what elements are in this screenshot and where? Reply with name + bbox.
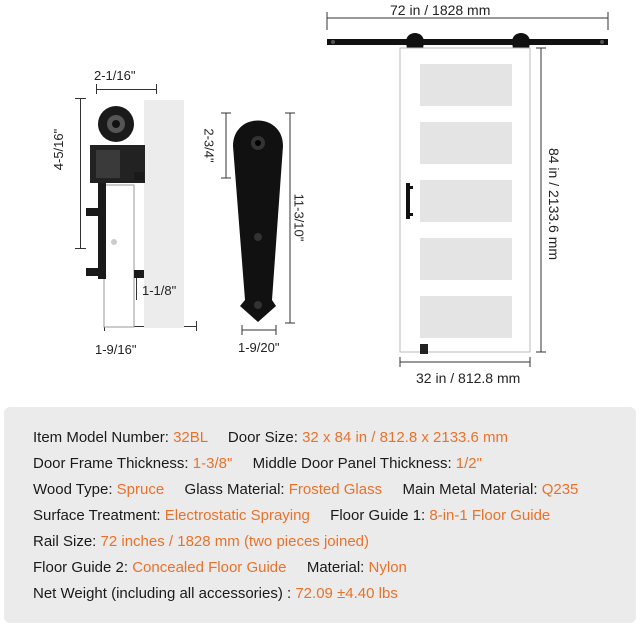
hanger-width-label: 2-1/16" xyxy=(94,68,136,83)
door-size-value: 32 x 84 in / 812.8 x 2133.6 mm xyxy=(302,429,509,446)
door-width-label: 32 in / 812.8 mm xyxy=(416,370,521,386)
floor-guide-1-label: Floor Guide 1: xyxy=(330,507,426,524)
frame-thickness-value: 1-3/8" xyxy=(192,455,233,472)
strap-wheel-height-label: 2-3/4" xyxy=(201,128,217,163)
rail-size-label: Rail Size: xyxy=(33,533,97,550)
panel-thickness-value: 1/2" xyxy=(455,455,482,472)
material-label: Material: xyxy=(306,559,365,576)
floor-guide-2-label: Floor Guide 2: xyxy=(33,559,129,576)
material-value: Nylon xyxy=(368,559,407,576)
door-height-label: 84 in / 2133.6 mm xyxy=(546,147,563,261)
model-value: 32BL xyxy=(173,429,208,446)
spec-row-thickness xyxy=(33,455,482,472)
hanger-bottom-width-label: 1-9/16" xyxy=(95,342,137,357)
spec-row-weight xyxy=(33,585,398,602)
net-weight-value: 72.09 ±4.40 lbs xyxy=(295,585,398,602)
hanger-height-label: 4-5/16" xyxy=(51,128,67,171)
frame-thickness-label: Door Frame Thickness: xyxy=(33,455,189,472)
floor-guide-2-value: Concealed Floor Guide xyxy=(132,559,287,576)
wood-type-label: Wood Type: xyxy=(33,481,113,498)
surface-treatment-value: Electrostatic Spraying xyxy=(164,507,310,524)
glass-material-label: Glass Material: xyxy=(184,481,285,498)
spec-row-floor-guide-2 xyxy=(33,559,407,576)
metal-material-value: Q235 xyxy=(541,481,579,498)
rail-size-value: 72 inches / 1828 mm (two pieces joined) xyxy=(100,533,370,550)
spec-row-materials xyxy=(33,481,578,498)
floor-guide-1-value: 8-in-1 Floor Guide xyxy=(429,507,551,524)
hanger-plate-offset-label: 1-1/8" xyxy=(142,283,177,298)
spec-row-model xyxy=(33,429,508,446)
panel-thickness-label: Middle Door Panel Thickness: xyxy=(252,455,452,472)
glass-material-value: Frosted Glass xyxy=(288,481,383,498)
net-weight-label: Net Weight (including all accessories) : xyxy=(33,585,292,602)
spec-row-surface xyxy=(33,507,550,524)
spec-row-rail xyxy=(33,533,369,550)
strap-bottom-width-label: 1-9/20" xyxy=(238,340,280,355)
surface-treatment-label: Surface Treatment: xyxy=(33,507,161,524)
strap-height-label: 11-3/10" xyxy=(291,193,307,242)
metal-material-label: Main Metal Material: xyxy=(402,481,538,498)
model-label: Item Model Number: xyxy=(33,429,169,446)
wood-type-value: Spruce xyxy=(116,481,165,498)
door-size-label: Door Size: xyxy=(227,429,298,446)
rail-length-label: 72 in / 1828 mm xyxy=(390,2,491,18)
